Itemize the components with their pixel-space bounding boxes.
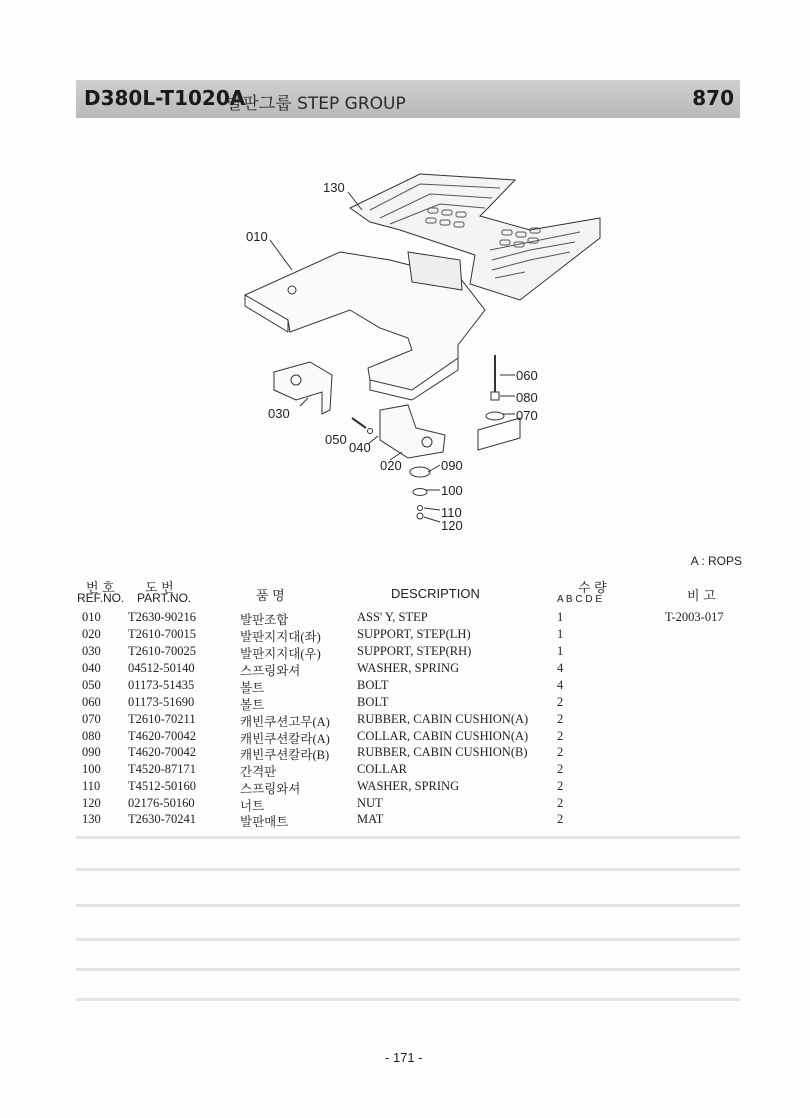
table-row	[76, 695, 746, 712]
group-page-number: 870	[692, 86, 734, 110]
ref-no: 090	[82, 745, 101, 759]
callout-020: 020	[380, 458, 402, 473]
exploded-parts-diagram	[230, 160, 620, 540]
page-header-bar	[76, 80, 740, 118]
part-no: T2630-70241	[128, 812, 197, 826]
table-row	[76, 796, 746, 813]
ref-no: 020	[82, 627, 101, 641]
table-row	[76, 779, 746, 796]
table-row	[76, 812, 746, 829]
quantity: 4	[557, 661, 564, 675]
table-row	[76, 644, 746, 661]
table-row	[76, 762, 746, 779]
quantity: 1	[557, 610, 564, 624]
quantity: 2	[557, 796, 564, 810]
description: MAT	[357, 812, 384, 826]
part-no: 01173-51690	[128, 695, 195, 709]
header-part-en: PART.NO.	[137, 591, 192, 605]
part-no: 01173-51435	[128, 678, 195, 692]
ref-no: 050	[82, 678, 101, 692]
quantity: 4	[557, 678, 564, 692]
description: RUBBER, CABIN CUSHION(A)	[357, 712, 529, 726]
callout-130: 130	[323, 180, 345, 195]
quantity: 2	[557, 712, 564, 726]
header-name-ko: 품 명	[256, 588, 285, 603]
callout-060: 060	[516, 368, 538, 383]
ref-no: 010	[82, 610, 101, 624]
description: WASHER, SPRING	[357, 779, 460, 793]
name-ko: 스프링와셔	[240, 664, 301, 678]
description: COLLAR	[357, 762, 407, 776]
ref-no: 030	[82, 644, 101, 658]
part-no: T2610-70015	[128, 627, 197, 641]
callout-070: 070	[516, 408, 538, 423]
quantity: 2	[557, 729, 564, 743]
callout-110: 110	[441, 505, 462, 520]
table-row	[76, 661, 746, 678]
ref-no: 070	[82, 712, 101, 726]
quantity: 1	[557, 627, 564, 641]
description: ASS' Y, STEP	[357, 610, 428, 624]
part-no: T4620-70042	[128, 729, 197, 743]
part-no: 02176-50160	[128, 796, 195, 810]
callout-080: 080	[516, 390, 538, 405]
description: SUPPORT, STEP(RH)	[357, 644, 472, 658]
quantity: 2	[557, 762, 564, 776]
description: COLLAR, CABIN CUSHION(A)	[357, 729, 529, 743]
ref-no: 130	[82, 812, 101, 826]
callout-100: 100	[441, 483, 463, 498]
part-no: T4520-87171	[128, 762, 197, 776]
ref-no: 040	[82, 661, 101, 675]
quantity: 1	[557, 644, 564, 658]
part-no: T4620-70042	[128, 745, 197, 759]
quantity: 2	[557, 779, 564, 793]
quantity: 2	[557, 812, 564, 826]
header-remarks-ko: 비 고	[687, 588, 716, 603]
support-020-shape	[380, 405, 445, 458]
part-no: 04512-50140	[128, 661, 195, 675]
group-title: 발판그룹 STEP GROUP	[226, 94, 406, 114]
callout-030: 030	[268, 406, 290, 421]
table-row	[76, 678, 746, 695]
name-ko: 발판매트	[240, 815, 289, 829]
description: WASHER, SPRING	[357, 661, 460, 675]
description: RUBBER, CABIN CUSHION(B)	[357, 745, 528, 759]
show-through-line	[76, 998, 740, 1001]
name-ko: 볼트	[240, 681, 265, 695]
show-through-line	[76, 968, 740, 971]
header-qty-columns: A B C D E	[557, 594, 603, 605]
ref-no: 080	[82, 729, 101, 743]
ref-no: 110	[82, 779, 101, 793]
name-ko: 캐빈쿠션고무(A)	[240, 715, 330, 729]
show-through-line	[76, 836, 740, 839]
model-code: D380L-T1020A	[84, 86, 246, 110]
page-number: - 171 -	[385, 1050, 423, 1065]
table-row	[76, 729, 746, 746]
ref-no: 060	[82, 695, 101, 709]
show-through-line	[76, 904, 740, 907]
description: SUPPORT, STEP(LH)	[357, 627, 471, 641]
part-no: T2630-90216	[128, 610, 197, 624]
header-qty-ko: 수 량	[578, 580, 607, 595]
part-no: T2610-70211	[128, 712, 196, 726]
callout-040: 040	[349, 440, 371, 455]
quantity: 2	[557, 695, 564, 709]
description: BOLT	[357, 695, 389, 709]
name-ko: 발판조합	[240, 613, 289, 627]
name-ko: 너트	[240, 799, 265, 813]
part-no: T2610-70025	[128, 644, 197, 658]
name-ko: 스프링와셔	[240, 782, 301, 796]
table-row	[76, 712, 746, 729]
callout-090: 090	[441, 458, 463, 473]
table-row	[76, 745, 746, 762]
header-part-ko: 도 번	[145, 580, 174, 595]
table-row	[76, 627, 746, 644]
name-ko: 캐빈쿠션칼라(A)	[240, 732, 330, 746]
description: NUT	[357, 796, 383, 810]
name-ko: 발판지지대(좌)	[240, 630, 321, 644]
remarks: T-2003-017	[665, 610, 724, 624]
ref-no: 120	[82, 796, 101, 810]
callout-010: 010	[246, 229, 268, 244]
callout-120: 120	[441, 518, 463, 533]
callout-050: 050	[325, 432, 347, 447]
name-ko: 발판지지대(우)	[240, 647, 321, 661]
name-ko: 볼트	[240, 698, 265, 712]
name-ko: 캐빈쿠션칼라(B)	[240, 748, 330, 762]
rops-note: A : ROPS	[690, 554, 742, 568]
quantity: 2	[557, 745, 564, 759]
name-ko: 간격판	[240, 765, 277, 779]
header-ref-ko: 번 호	[86, 580, 115, 595]
header-ref-en: REF.NO.	[77, 591, 125, 605]
ref-no: 100	[82, 762, 101, 776]
header-description: DESCRIPTION	[391, 586, 480, 601]
show-through-line	[76, 938, 740, 941]
table-row	[76, 610, 746, 627]
show-through-line	[76, 868, 740, 871]
description: BOLT	[357, 678, 389, 692]
part-no: T4512-50160	[128, 779, 197, 793]
